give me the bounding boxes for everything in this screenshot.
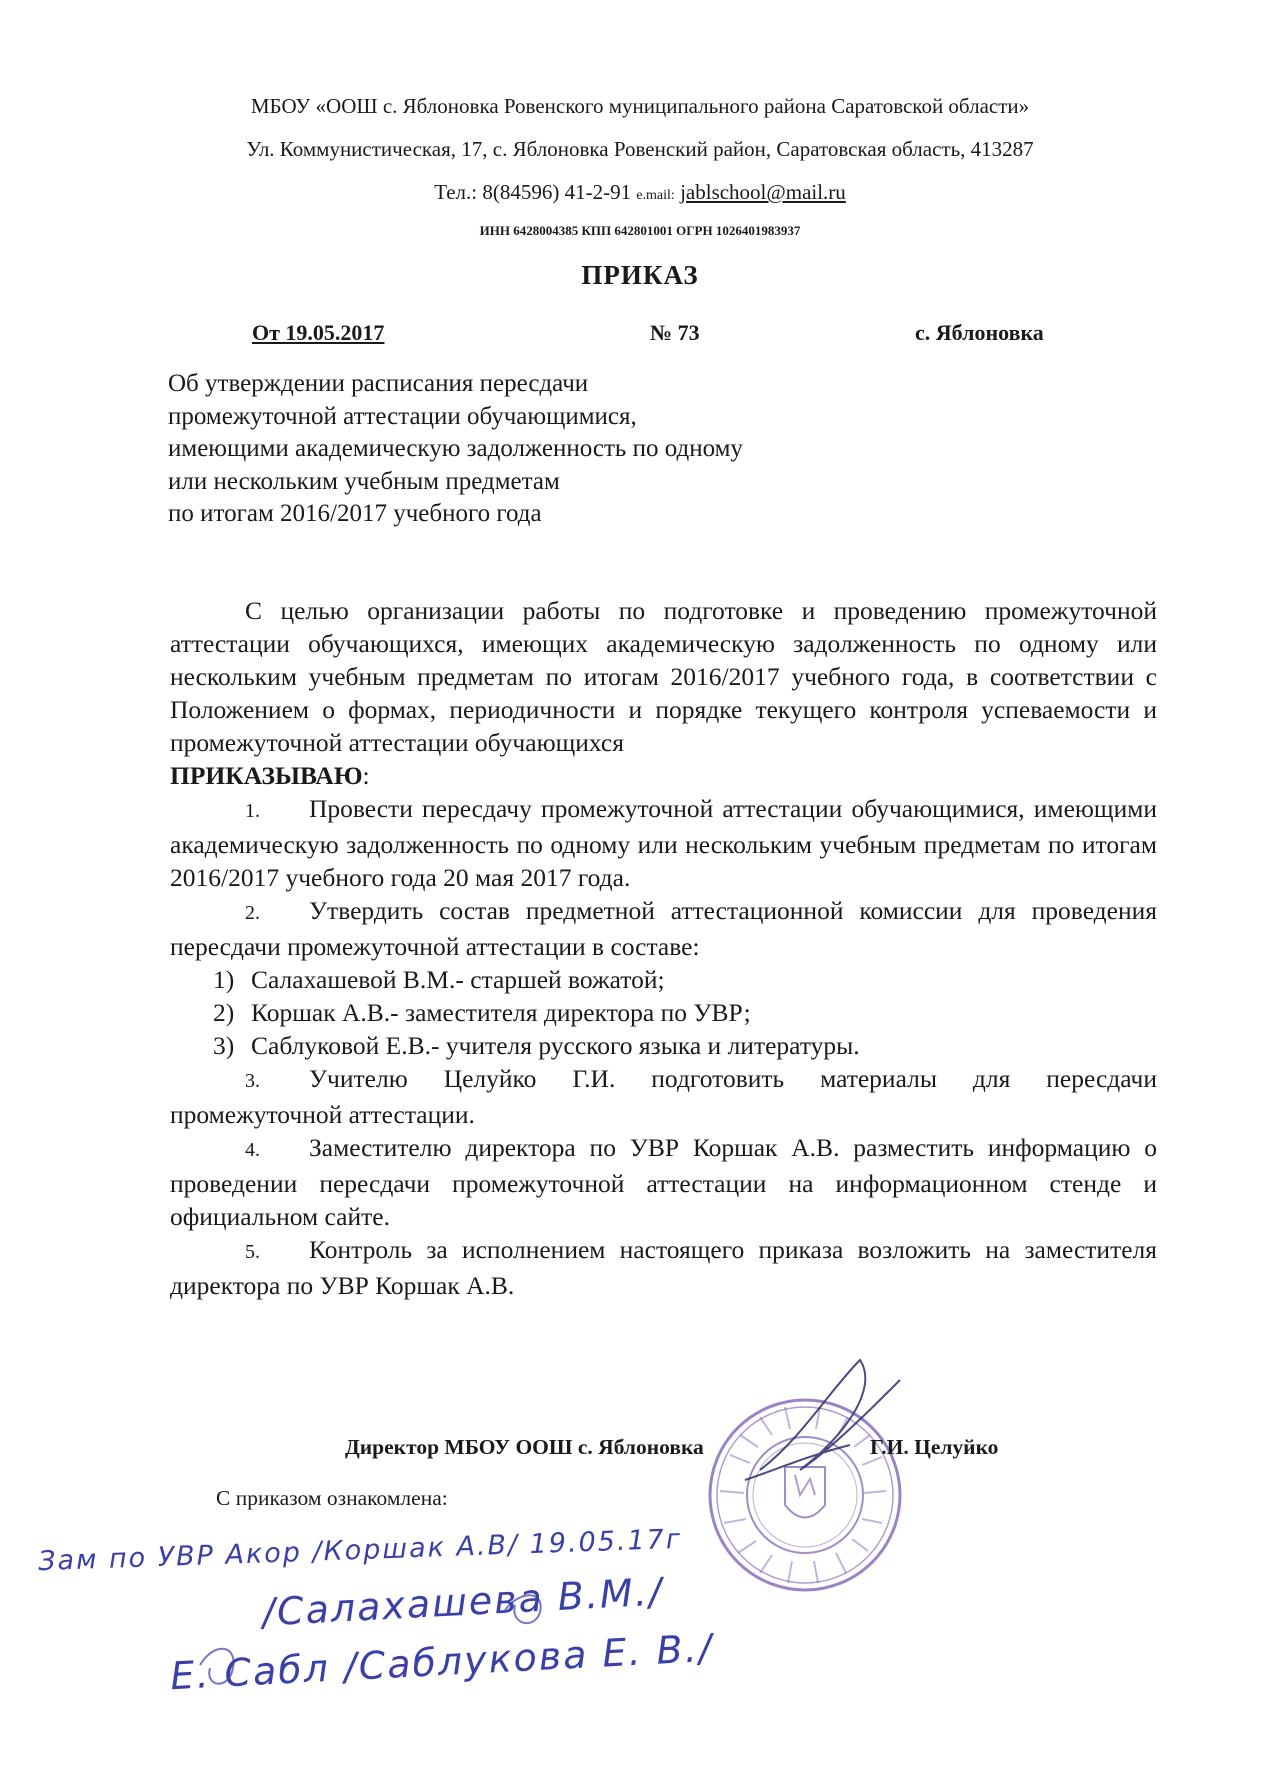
registration-ids: ИНН 6428004385 КПП 642801001 ОГРН 1026401983937 [479, 223, 801, 238]
order-item-1 [170, 792, 1157, 894]
commission-member [170, 1029, 1157, 1062]
order-item-2 [170, 894, 1157, 963]
contacts-line [0, 180, 1280, 205]
commission-member [170, 963, 1157, 996]
handwritten-line-2: /Салахашева В.М./ [261, 1569, 665, 1635]
order-item-5 [170, 1233, 1157, 1302]
order-date: От 19.05.2017 [252, 320, 385, 345]
email-label: e.mail: [636, 188, 675, 203]
acknowledgement-label: С приказом ознакомлена: [216, 1486, 448, 1510]
order-word: ПРИКАЗЫВАЮ [170, 761, 363, 790]
order-subject [168, 368, 888, 531]
intro-paragraph: С целью организации работы по подготовке и проведению промежуточной аттестации обучающихся, имеющих академическую задолженность по одному или нескольким учебным предметам по итогам 2016/2017 учебного года, в соответствии с Положением о формах, периодичности и порядке текущего контроля успеваемости и промежуточной аттестации обучающихся [170, 596, 1157, 757]
item-number: 3. [245, 1070, 260, 1092]
item-number: 5. [245, 1241, 260, 1263]
item-text: Учителю Целуйко Г.И. подготовить материалы для пересдачи промежуточной аттестации. [170, 1064, 1157, 1129]
order-number: № 73 [650, 320, 700, 345]
item-text: Заместителю директора по УВР Коршак А.В. разместить информацию о проведении пересдачи промежуточной аттестации на информационном стенде и официальном сайте. [170, 1133, 1157, 1231]
item-number: 4. [245, 1139, 260, 1161]
subject-line: или нескольким учебным предметам [168, 467, 560, 495]
org-name: МБОУ «ООШ с. Яблоновка Ровенского муниципального района Саратовской области» [250, 94, 1030, 118]
email-link[interactable]: jablschool@mail.ru [680, 180, 846, 204]
order-place: с. Яблоновка [915, 320, 1044, 345]
order-colon: : [362, 761, 370, 790]
subject-line: промежуточной аттестации обучающимися, [168, 402, 637, 430]
item-text: Контроль за исполнением настоящего приказа возложить на заместителя директора по УВР Коршак А.В. [170, 1235, 1157, 1300]
member-text: Саблуковой Е.В.- учителя русского языка и литературы. [251, 1031, 860, 1060]
order-item-4 [170, 1131, 1157, 1233]
org-address: Ул. Коммунистическая, 17, с. Яблоновка Ровенский район, Саратовская область, 413287 [246, 137, 1034, 161]
order-item-3 [170, 1062, 1157, 1131]
subject-line: по итогам 2016/2017 учебного года [168, 500, 542, 527]
member-text: Салахашевой В.М.- старшей вожатой; [251, 965, 665, 994]
document-title: ПРИКАЗ [581, 260, 699, 290]
item-text: Утвердить состав предметной аттестационной комиссии для проведения пересдачи промежуточной аттестации в составе: [170, 896, 1157, 961]
phone: Тел.: 8(84596) 41-2-91 [434, 180, 632, 204]
handwritten-line-3: Е. Сабл /Саблукова Е. В./ [169, 1625, 715, 1699]
member-number: 1) [213, 965, 235, 994]
item-number: 2. [245, 902, 260, 924]
subject-line: имеющими академическую задолженность по одному [168, 435, 743, 462]
subject-line: Об утверждении расписания пересдачи [168, 370, 589, 397]
order-heading [170, 759, 1157, 792]
director-position: Директор МБОУ ООШ с. Яблоновка [345, 1435, 704, 1459]
order-body [170, 594, 1157, 1302]
item-number: 1. [245, 800, 260, 822]
item-text: Провести пересдачу промежуточной аттестации обучающимися, имеющими академическую задолженность по одному или нескольким учебным предметам по итогам 2016/2017 учебного года 20 мая 2017 года. [170, 794, 1157, 892]
director-name: Г.И. Целуйко [870, 1435, 999, 1459]
member-number: 2) [213, 998, 235, 1027]
member-number: 3) [213, 1031, 235, 1060]
commission-member [170, 996, 1157, 1029]
handwritten-line-1: Зам по УВР Акор /Коршак А.В/ 19.05.17г [37, 1523, 683, 1578]
member-text: Коршак А.В.- заместителя директора по УВР; [251, 998, 751, 1027]
round-seal-stamp [700, 1395, 910, 1595]
